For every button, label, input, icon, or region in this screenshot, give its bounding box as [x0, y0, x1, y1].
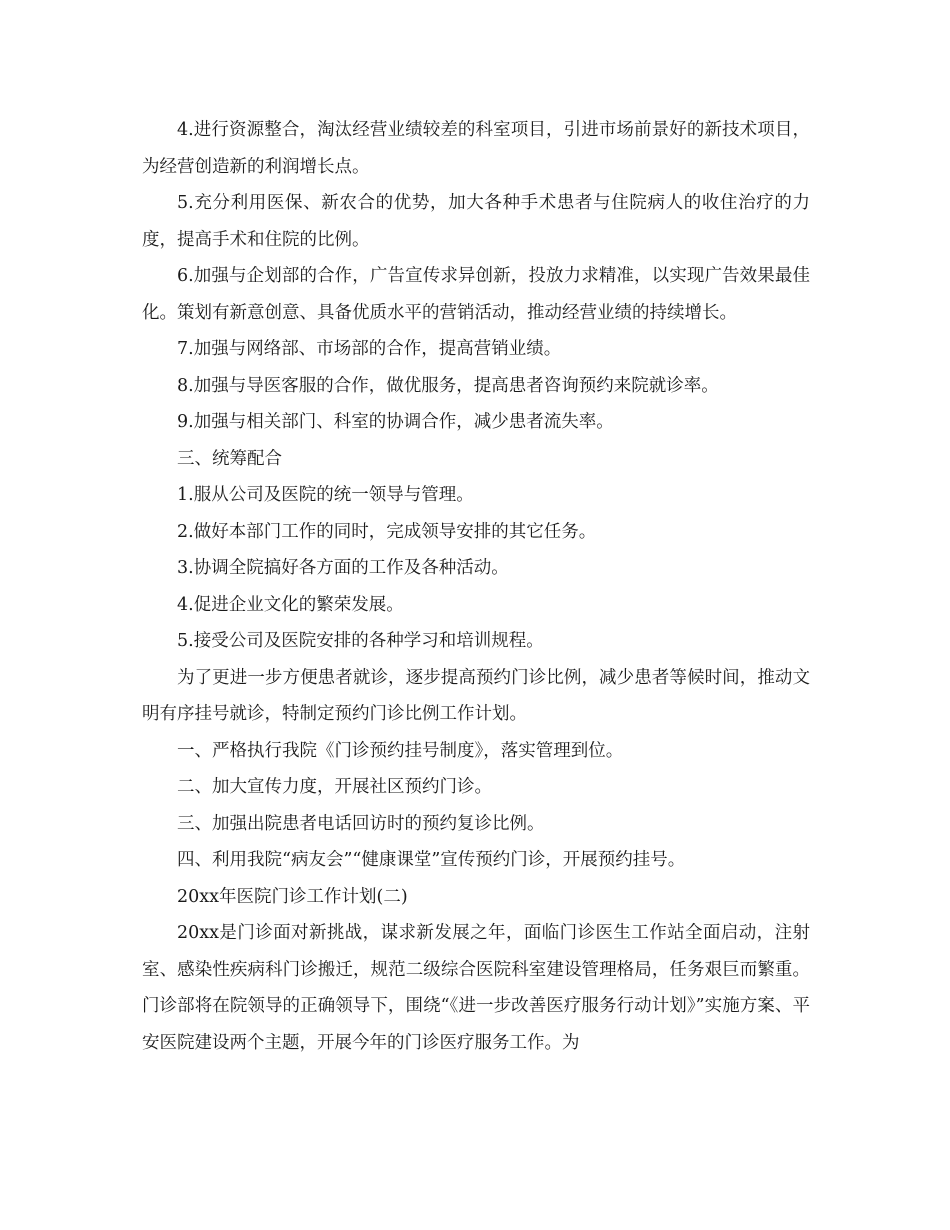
paragraph-appointment-item-1: 一、严格执行我院《门诊预约挂号制度》，落实管理到位。: [177, 740, 624, 761]
paragraph-coord-item-4: 4.促进企业文化的繁荣发展。: [177, 594, 404, 615]
paragraph-appointment-item-2: 二、加大宣传力度，开展社区预约门诊。: [177, 777, 492, 797]
paragraph-appointment-item-4: 四、利用我院“病友会”“健康课堂”宣传预约门诊，开展预约挂号。: [177, 850, 686, 870]
paragraph-item-8-guide-cooperation: 8.加强与导医客服的合作，做优服务，提高患者咨询预约来院就诊率。: [177, 375, 719, 396]
section-heading-coordination: 三、统筹配合: [177, 448, 282, 469]
paragraph-appointment-intro: 为了更进一步方便患者就诊，逐步提高预约门诊比例，减少患者等候时间，推动文明有序挂号就诊，特制定预约门诊比例工作计划。: [142, 667, 810, 724]
paragraph-appointment-item-3: 三、加强出院患者电话回访时的预约复诊比例。: [177, 813, 545, 834]
paragraph-coord-item-5: 5.接受公司及医院安排的各种学习和培训规程。: [177, 631, 544, 651]
paragraph-item-7-network-cooperation: 7.加强与网络部、市场部的合作，提高营销业绩。: [177, 339, 562, 359]
paragraph-coord-item-1: 1.服从公司及医院的统一领导与管理。: [177, 485, 474, 505]
paragraph-coord-item-3: 3.协调全院搞好各方面的工作及各种活动。: [177, 558, 509, 578]
paragraph-plan-two-body: 20xx是门诊面对新挑战，谋求新发展之年，面临门诊医生工作站全面启动，注射室、感染性疾病科门诊搬迁，规范二级综合医院科室建设管理格局，任务艰巨而繁重。门诊部将在院领导的正确领导下，围绕“《进一步改善医疗服务行动计划》”实施方案、平安医院建设两个主题，开展今年的门诊医疗服务工作。为: [142, 923, 810, 1053]
paragraph-item-6-planning-cooperation: 6.加强与企划部的合作，广告宣传求异创新，投放力求精准，以实现广告效果最佳化。策划有新意创意、具备优质水平的营销活动，推动经营业绩的持续增长。: [142, 266, 810, 323]
paragraph-item-5-medical-insurance: 5.充分利用医保、新农合的优势，加大各种手术患者与住院病人的收住治疗的力度，提高手术和住院的比例。: [142, 193, 810, 250]
section-title-plan-two: 20xx年医院门诊工作计划(二): [177, 886, 408, 907]
document-body: [142, 112, 810, 1061]
paragraph-item-9-department-coordination: 9.加强与相关部门、科室的协调合作，减少患者流失率。: [177, 412, 614, 432]
paragraph-item-4-resource-integration: 4.进行资源整合，淘汰经营业绩较差的科室项目，引进市场前景好的新技术项目，为经营创造新的利润增长点。: [142, 120, 810, 177]
paragraph-coord-item-2: 2.做好本部门工作的同时，完成领导安排的其它任务。: [177, 521, 597, 542]
